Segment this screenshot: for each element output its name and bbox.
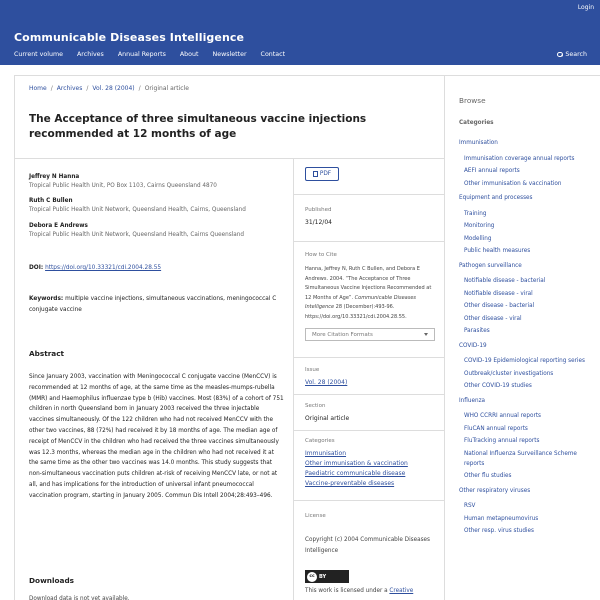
license-note-text: This work is licensed under a (305, 588, 390, 594)
author-name: Debora E Andrews (29, 223, 88, 229)
category-links (305, 449, 408, 489)
creative-commons-badge[interactable] (305, 570, 349, 583)
pdf-label: PDF (319, 171, 332, 177)
sidebar-subcategory[interactable]: Human metapneumovirus (464, 515, 539, 522)
main-nav (14, 51, 285, 58)
citation-authors: Hanna, Jeffrey N, Ruth C Bullen, and Debora E Andrews. 2004. “The Acceptance of Three Simultaneous Vaccine Injections Recommended at 12 Months of Age”. (305, 266, 432, 301)
category-link[interactable]: Other immunisation & vaccination (305, 460, 408, 467)
divider (15, 158, 444, 159)
sidebar-subcategory[interactable]: FluCAN annual reports (464, 425, 528, 432)
divider (293, 394, 444, 395)
search-link[interactable] (557, 51, 587, 58)
breadcrumb-home[interactable]: Home (29, 85, 47, 92)
sidebar-subcategory[interactable]: Other resp. virus studies (464, 528, 534, 534)
article-title: The Acceptance of three simultaneous vaccine injections recommended at 12 months of age (29, 113, 367, 140)
keywords-value: multiple vaccine injections, simultaneous vaccinations, meningococcal C conjugate vaccine (29, 296, 277, 313)
sidebar-subcategory[interactable]: Notifiable disease - bacterial (464, 278, 546, 284)
sidebar-subcategory[interactable]: Outbreak/cluster investigations (464, 370, 554, 377)
cite-label: How to Cite (305, 252, 337, 258)
category-link[interactable]: Immunisation (305, 450, 347, 457)
search-icon (557, 52, 563, 58)
published-label: Published (305, 207, 332, 213)
citation-formats-label: More Citation Formats (312, 331, 373, 338)
sidebar-subcategory[interactable]: Other disease - bacterial (464, 303, 535, 309)
downloads-heading: Downloads (29, 576, 75, 585)
sidebar-subcategory[interactable]: Parasites (464, 328, 490, 334)
category-link[interactable]: Paediatric communicable disease (305, 470, 406, 477)
sidebar-subcategory[interactable]: Other disease - viral (464, 315, 522, 322)
author-name: Ruth C Bullen (29, 198, 73, 204)
author-name: Jeffrey N Hanna (29, 174, 80, 180)
sidebar-category[interactable]: Immunisation (459, 140, 498, 146)
divider (293, 241, 444, 242)
browse-sidebar (445, 75, 600, 600)
sidebar-category[interactable]: Influenza (459, 397, 486, 404)
author-affiliation: Tropical Public Health Unit, PO Box 1103, Cairns Queensland 4870 (29, 183, 217, 189)
doi-link[interactable]: https://doi.org/10.33321/cdi.2004.28.55 (45, 265, 162, 271)
downloads-text: Download data is not yet available. (29, 596, 130, 600)
pdf-button[interactable] (305, 167, 339, 181)
license-label: License (305, 513, 326, 519)
file-icon (313, 171, 318, 177)
sidebar-subcategory[interactable]: RSV (464, 503, 476, 509)
doi (29, 265, 161, 271)
sidebar-subcategory[interactable]: WHO CCRRI annual reports (464, 413, 542, 419)
citation-text (305, 265, 435, 323)
license-note (305, 588, 413, 594)
category-tree (459, 136, 599, 539)
breadcrumb-volume[interactable]: Vol. 28 (2004) (92, 85, 135, 92)
sidebar-subcategory[interactable]: Immunisation coverage annual reports (464, 155, 575, 162)
author-entry (29, 198, 246, 213)
sidebar-subcategory[interactable]: COVID-19 Epidemiological reporting series (464, 358, 585, 364)
sidebar-subcategory[interactable]: Training (464, 210, 487, 217)
license-link[interactable]: Creative (389, 588, 414, 594)
sidebar-subcategory[interactable]: AEFI annual reports (464, 168, 520, 174)
divider (293, 158, 294, 600)
sidebar-subcategory[interactable]: Other COVID-19 studies (464, 383, 532, 389)
license-text: Copyright (c) 2004 Communicable Diseases Intelligence (305, 537, 431, 554)
author-affiliation: Tropical Public Health Unit Network, Queensland Health, Cairns Queensland (29, 232, 244, 238)
issue-label: Issue (305, 367, 320, 373)
keywords (29, 294, 279, 316)
doi-label: DOI: (29, 265, 44, 271)
published-date: 31/12/04 (305, 219, 332, 226)
author-entry (29, 223, 244, 238)
author-entry (29, 174, 217, 189)
breadcrumb-archives[interactable]: Archives (56, 85, 83, 92)
sidebar-subcategory[interactable]: FluTracking annual reports (464, 438, 540, 444)
section-value: Original article (305, 415, 350, 422)
breadcrumb-separator: / (86, 85, 89, 92)
divider (293, 430, 444, 431)
sidebar-subcategory[interactable]: Public health measures (464, 248, 531, 254)
sidebar-subcategory[interactable]: Modelling (464, 235, 492, 242)
categories-heading: Categories (459, 120, 494, 126)
breadcrumb-current: Original article (144, 85, 189, 92)
nav-newsletter[interactable]: Newsletter (212, 51, 247, 58)
cc-icon: cc (307, 572, 317, 582)
citation-details: 28 (December):493-96. https://doi.org/10.33321/cdi.2004.28.55. (305, 304, 407, 320)
sidebar-subcategory[interactable]: Other flu studies (464, 473, 512, 479)
search-label: Search (565, 51, 587, 58)
sidebar-subcategory[interactable]: Other immunisation & vaccination (464, 180, 562, 187)
breadcrumb-separator: / (138, 85, 141, 92)
sidebar-subcategory[interactable]: National Influenza Surveillance Scheme reports (464, 450, 577, 467)
divider (293, 194, 444, 195)
site-header (0, 0, 600, 65)
cc-by-label: BY (319, 573, 327, 580)
chevron-down-icon (424, 333, 428, 336)
article-panel (14, 75, 445, 600)
abstract-heading: Abstract (29, 349, 65, 358)
nav-about[interactable]: About (179, 51, 199, 58)
sidebar-category[interactable]: Pathogen surveillance (459, 262, 522, 269)
sidebar-category[interactable]: Other respiratory viruses (459, 487, 531, 494)
keywords-label: Keywords: (29, 296, 64, 302)
issue-link[interactable]: Vol. 28 (2004) (305, 379, 348, 386)
categories-label: Categories (305, 438, 335, 444)
category-link[interactable]: Vaccine-preventable diseases (305, 480, 395, 487)
site-title[interactable]: Communicable Diseases Intelligence (14, 31, 245, 44)
divider (293, 500, 444, 501)
browse-heading: Browse (459, 96, 486, 105)
nav-annual-reports[interactable]: Annual Reports (117, 51, 166, 58)
citation-journal: Communicable Diseases Intelligence (305, 294, 417, 311)
sidebar-subcategory[interactable]: Notifiable disease - viral (464, 290, 533, 297)
login-link[interactable]: Login (577, 4, 594, 11)
nav-current-volume[interactable]: Current volume (14, 51, 63, 58)
divider (293, 357, 444, 358)
author-affiliation: Tropical Public Health Unit Network, Queensland Health, Cairns, Queensland (29, 207, 246, 213)
breadcrumb (29, 85, 189, 92)
sidebar-category[interactable]: COVID-19 (459, 342, 487, 349)
section-label: Section (305, 403, 326, 409)
abstract-text: Since January 2003, vaccination with Meningococcal C conjugate vaccine (MenCCV) is recommended at 12 months of age, at the same time as the measles-mumps-rubella (MMR) and Haemophilus influenzae type b (Hib) vaccines. Most (83%) of a cohort of 751 children in north Queensland born in January 2003 received the three injectable vaccines simultaneously. Of the 122 children who had not received MenCCV with the other two vaccines, 88 (72%) had received it by 18 months of age. The median age of receipt of MenCCV in the children who had received the three vaccines simultaneously was 12.3 months, whereas the median age in the children who had not received it at the same time as the other two vaccines was 14.0 months. This study suggests that non-simultaneous vaccination puts children at-risk of receiving MenCCV late, or not at all, and has implications for the introduction of universal infant pneumococcal vaccination program, starting in January 2005. Commun Dis Intell 2004;28:493–496. (29, 374, 284, 499)
citation-formats-dropdown[interactable] (305, 328, 435, 341)
sidebar-category[interactable]: Equipment and processes (459, 195, 533, 201)
nav-archives[interactable]: Archives (76, 51, 104, 58)
breadcrumb-separator: / (50, 85, 53, 92)
sidebar-subcategory[interactable]: Monitoring (464, 223, 495, 229)
nav-contact[interactable]: Contact (260, 51, 286, 58)
